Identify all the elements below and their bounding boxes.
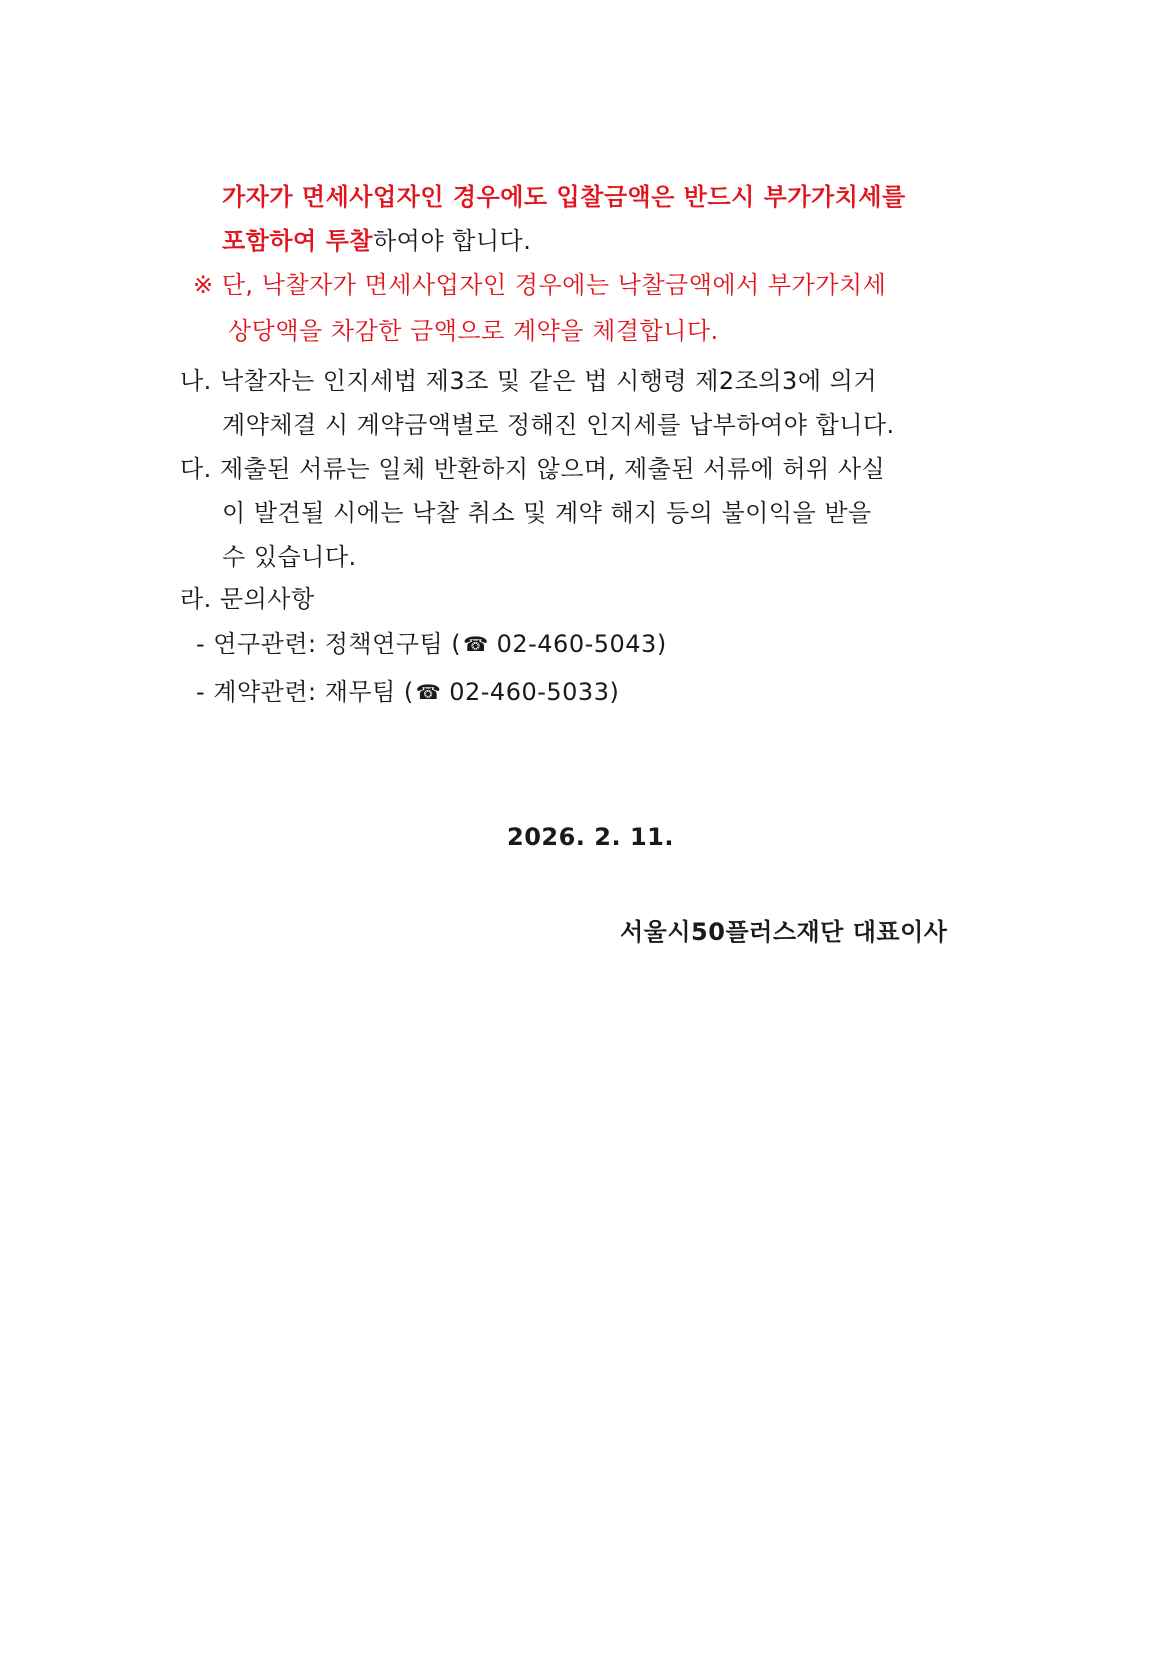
item-da-line-1: 다. 제출된 서류는 일체 반환하지 않으며, 제출된 서류에 허위 사실 — [180, 455, 886, 483]
item-na-line-1: 나. 낙찰자는 인지세법 제3조 및 같은 법 시행령 제2조의3에 의거 — [180, 367, 878, 395]
phone-icon: ☎ — [463, 632, 489, 656]
remark-line-2: 상당액을 차감한 금액으로 계약을 체결합니다. — [228, 317, 719, 345]
item-na-line-2: 계약체결 시 계약금액별로 정해진 인지세를 납부하여야 합니다. — [222, 411, 895, 439]
contact-contract — [196, 675, 619, 709]
bid-note-emphasis: 포함하여 투찰 — [222, 227, 373, 255]
contact-contract-label: - 계약관련: 재무팀 ( — [196, 678, 414, 706]
contact-contract-phone: 02-460-5033) — [449, 678, 620, 706]
item-ra-title: 라. 문의사항 — [180, 585, 315, 613]
bid-note-rest: 하여야 합니다. — [372, 227, 532, 255]
item-da-line-2: 이 발견될 시에는 낙찰 취소 및 계약 해지 등의 불이익을 받을 — [222, 499, 872, 527]
contact-research-phone: 02-460-5043) — [496, 630, 667, 658]
item-da-line-3: 수 있습니다. — [222, 543, 357, 571]
phone-icon: ☎ — [415, 680, 442, 704]
document-date: 2026. 2. 11. — [507, 823, 674, 851]
bid-note-line-1: 가자가 면세사업자인 경우에도 입찰금액은 반드시 부가가치세를 — [222, 183, 906, 211]
remark-line-1: ※ 단, 낙찰자가 면세사업자인 경우에는 낙찰금액에서 부가가치세 — [193, 271, 887, 299]
bid-note-line-2 — [222, 224, 531, 258]
signature: 서울시50플러스재단 대표이사 — [620, 918, 948, 946]
contact-research-label: - 연구관련: 정책연구팀 ( — [196, 630, 462, 658]
contact-research — [196, 627, 667, 661]
